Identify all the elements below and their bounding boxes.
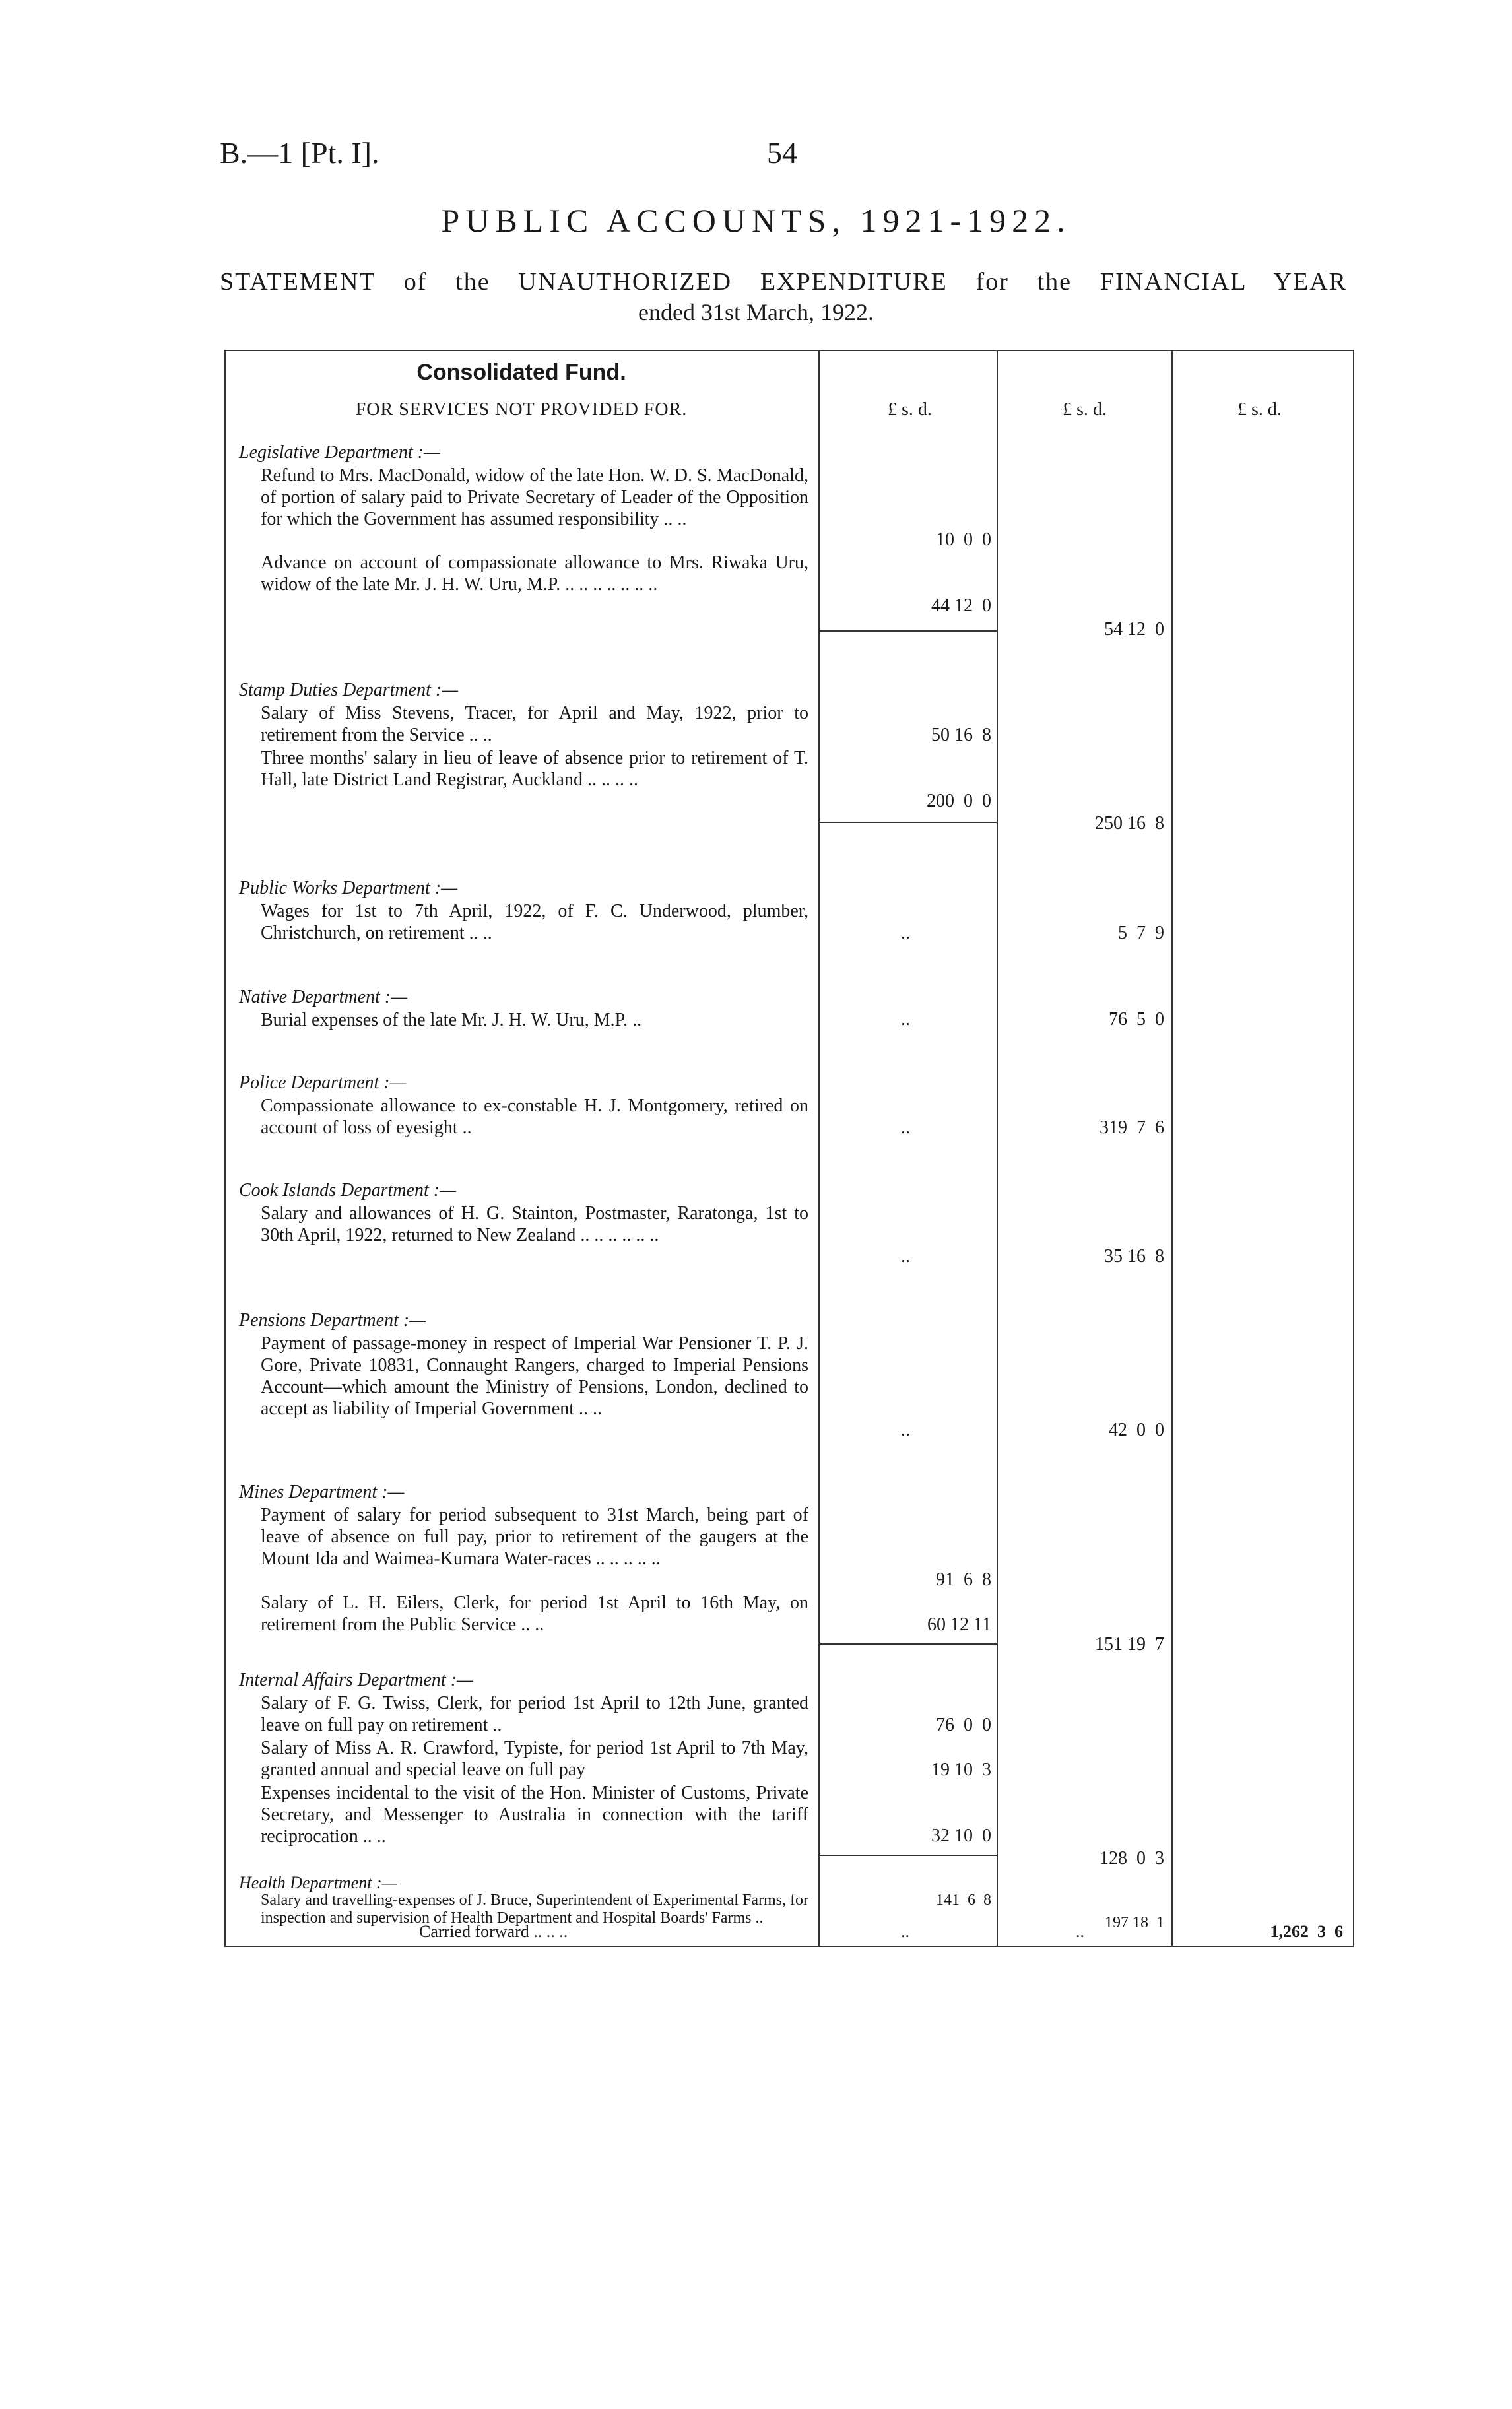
dept-total: 319 7 6 <box>1100 1117 1164 1138</box>
dept-total: 35 16 8 <box>1104 1246 1164 1267</box>
item-text: Payment of passage-money in respect of Imperial War Pensioner T. P. J. Gore, Private 10831, Connaught Rangers, charged to Imperial Pensions Account—which amount the Ministry of Pensions, London, declined to accept as liability of Imperial Government .. .. <box>261 1333 808 1419</box>
dept-public-works: Public Works Department :— <box>239 878 458 898</box>
subtotal-rule <box>818 822 997 823</box>
col-divider-2 <box>997 350 998 1947</box>
item-text: Refund to Mrs. MacDonald, widow of the late Hon. W. D. S. MacDonald, of portion of salary paid to Private Secretary of Leader of the Opposition for which the Government has assumed responsibility .. .. <box>261 465 808 529</box>
page-number: 54 <box>767 136 797 170</box>
dept-native: Native Department :— <box>239 987 408 1007</box>
page-reference: B.—1 [Pt. I]. <box>220 136 379 170</box>
col-divider-1 <box>818 350 820 1947</box>
dept-pensions: Pensions Department :— <box>239 1310 426 1331</box>
subtotal-rule <box>818 630 997 632</box>
dept-total: 54 12 0 <box>1104 619 1164 640</box>
statement-line: STATEMENT of the UNAUTHORIZED EXPENDITURE for the FINANCIAL YEAR <box>220 268 1347 296</box>
dept-total: 197 18 1 <box>1105 1914 1164 1931</box>
dept-legislative: Legislative Department :— <box>239 442 440 463</box>
dept-total: 76 5 0 <box>1109 1009 1164 1030</box>
page-title: PUBLIC ACCOUNTS, 1921-1922. <box>441 202 1071 239</box>
dept-total: 250 16 8 <box>1095 813 1164 834</box>
item-amount: 50 16 8 <box>931 725 991 745</box>
item-text: Salary and travelling-expenses of J. Bruce, Superintendent of Experimental Farms, for inspection and supervision of Health Department and Hospital Boards' Farms .. <box>261 1892 808 1927</box>
item-amount: 44 12 0 <box>931 595 991 616</box>
col-divider-3 <box>1171 350 1173 1947</box>
section-title: FOR SERVICES NOT PROVIDED FOR. <box>355 399 688 420</box>
carried-forward-col2: .. <box>1076 1922 1084 1941</box>
item-text: Expenses incidental to the visit of the Hon. Minister of Customs, Private Secretary, and Messenger to Australia in connection with the tariff reciprocation .. .. <box>261 1783 808 1847</box>
item-text: Salary and allowances of H. G. Stainton, Postmaster, Raratonga, 1st to 30th April, 1922, returned to New Zealand .. .. .. .. .. .. <box>261 1203 808 1245</box>
subtotal-rule <box>818 1855 997 1856</box>
item-amount: .. <box>901 1420 910 1440</box>
item-amount: 60 12 11 <box>927 1614 991 1635</box>
currency-header-1: £ s. d. <box>888 399 932 420</box>
dept-mines: Mines Department :— <box>239 1482 405 1502</box>
dept-total: 42 0 0 <box>1109 1420 1164 1440</box>
item-amount: .. <box>901 1009 910 1030</box>
dept-total: 128 0 3 <box>1100 1848 1164 1868</box>
carried-forward-label: Carried forward .. .. .. <box>419 1922 568 1941</box>
item-amount: .. <box>901 1246 910 1267</box>
subtotal-rule <box>818 1643 997 1645</box>
item-text: Compassionate allowance to ex-constable H. J. Montgomery, retired on account of loss of eyesight .. <box>261 1096 808 1138</box>
carried-forward-col1: .. <box>901 1922 909 1941</box>
currency-header-3: £ s. d. <box>1237 399 1282 420</box>
item-amount: 10 0 0 <box>936 529 991 550</box>
item-text: Salary of L. H. Eilers, Clerk, for period 1st April to 16th May, on retirement from the Public Service .. .. <box>261 1593 808 1635</box>
item-text: Salary of Miss Stevens, Tracer, for April and May, 1922, prior to retirement from the Service .. .. <box>261 703 808 745</box>
item-text: Burial expenses of the late Mr. J. H. W. Uru, M.P. .. <box>261 1010 642 1030</box>
item-amount: .. <box>901 1117 910 1138</box>
item-text: Advance on account of compassionate allowance to Mrs. Riwaka Uru, widow of the late Mr. J. H. W. Uru, M.P. .. .. .. .. .. .. .. <box>261 552 808 595</box>
item-amount: 91 6 8 <box>936 1569 991 1590</box>
item-text: Salary of F. G. Twiss, Clerk, for period 1st April to 12th June, granted leave on full pay on retirement .. <box>261 1693 808 1735</box>
dept-health: Health Department :— <box>239 1873 397 1892</box>
dept-internal-affairs: Internal Affairs Department :— <box>239 1670 473 1690</box>
dept-police: Police Department :— <box>239 1072 407 1093</box>
dept-stamp-duties: Stamp Duties Department :— <box>239 680 459 700</box>
item-amount: 200 0 0 <box>927 791 991 811</box>
dept-cook-islands: Cook Islands Department :— <box>239 1180 456 1201</box>
table-right-border <box>1353 350 1354 1947</box>
item-amount: 19 10 3 <box>931 1760 991 1780</box>
item-text: Three months' salary in lieu of leave of absence prior to retirement of T. Hall, late District Land Registrar, Auckland .. .. .. .. <box>261 748 808 790</box>
item-amount: .. <box>901 923 910 943</box>
item-amount: 141 6 8 <box>936 1892 991 1909</box>
currency-header-2: £ s. d. <box>1063 399 1107 420</box>
fund-title: Consolidated Fund. <box>416 360 626 385</box>
item-text: Wages for 1st to 7th April, 1922, of F. C. Underwood, plumber, Christchurch, on retirement .. .. <box>261 901 808 943</box>
item-amount: 76 0 0 <box>936 1715 991 1735</box>
dept-total: 5 7 9 <box>1118 923 1164 943</box>
table-left-border <box>224 350 226 1947</box>
carried-forward-total: 1,262 3 6 <box>1270 1922 1343 1941</box>
item-amount: 32 10 0 <box>931 1826 991 1846</box>
dept-total: 151 19 7 <box>1095 1634 1164 1655</box>
ended-line: ended 31st March, 1922. <box>638 299 874 325</box>
item-text: Payment of salary for period subsequent to 31st March, being part of leave of absence on full pay, prior to retirement of the gaugers at the Mount Ida and Waimea-Kumara Water-races .. .. .. .. .. <box>261 1505 808 1569</box>
table-top-border <box>224 350 1353 351</box>
item-text: Salary of Miss A. R. Crawford, Typiste, for period 1st April to 7th May, granted annual and special leave on full pay <box>261 1738 808 1780</box>
table-bottom-border <box>224 1946 1353 1947</box>
